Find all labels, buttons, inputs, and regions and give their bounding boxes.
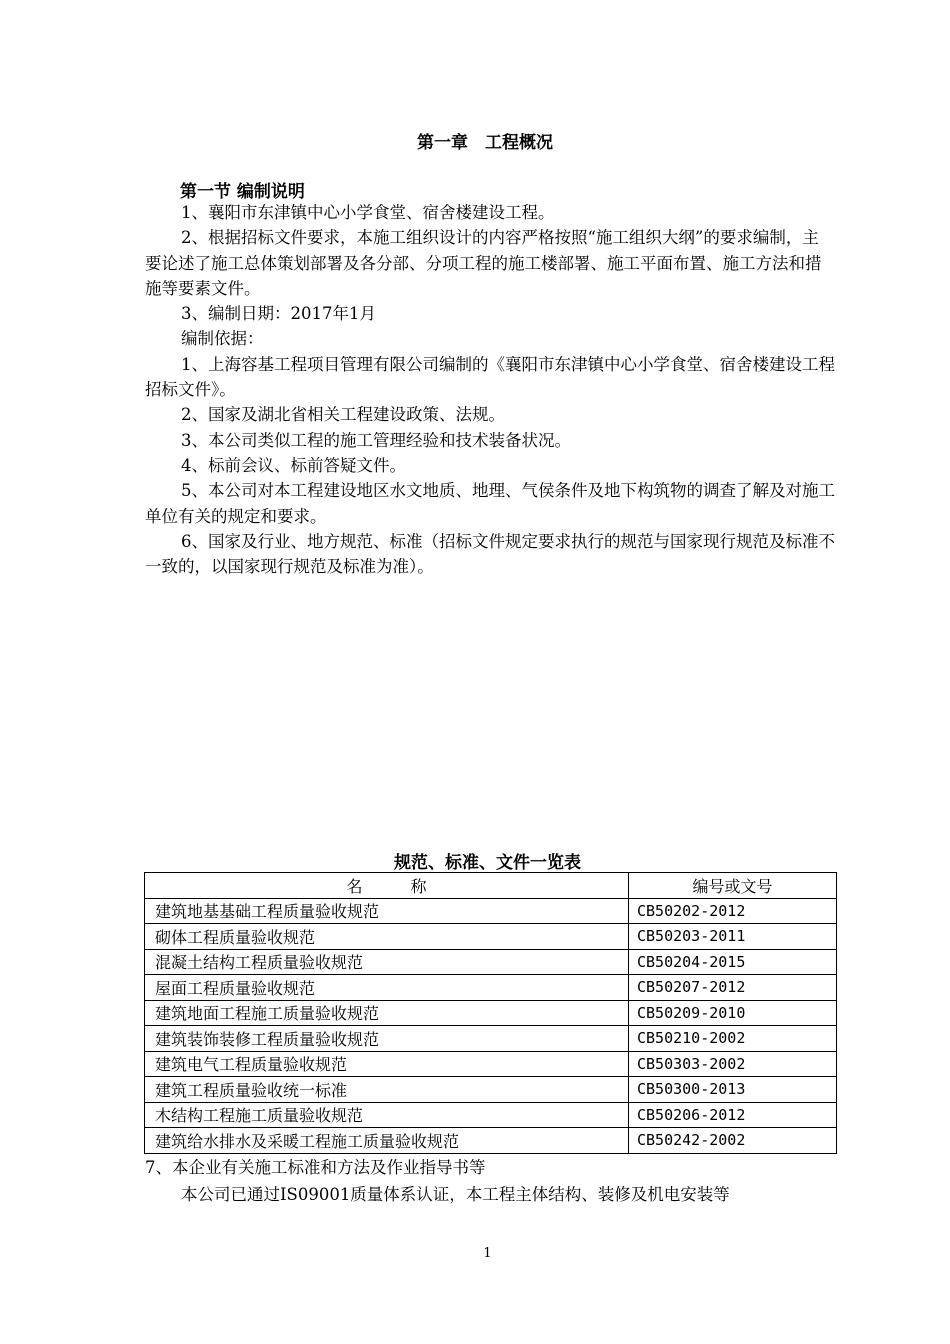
- standard-name: 建筑地基基础工程质量验收规范: [145, 898, 629, 924]
- standard-name: 建筑装饰装修工程质量验收规范: [145, 1026, 629, 1052]
- standard-code: CB50206-2012: [629, 1102, 837, 1128]
- table-row: [145, 1000, 837, 1026]
- paragraph: 3、本公司类似工程的施工管理经验和技术装备状况。: [181, 430, 571, 450]
- body-text: [145, 200, 835, 579]
- section-title: 第一节 编制说明: [180, 182, 305, 202]
- table-row: [145, 1026, 837, 1052]
- standard-code: CB50242-2002: [629, 1128, 837, 1154]
- standard-code: CB50209-2010: [629, 1000, 837, 1026]
- chapter-title: 第一章 工程概况: [417, 133, 553, 153]
- standard-code: CB50300-2013: [629, 1077, 837, 1103]
- paragraph: 5、本公司对本工程建设地区水文地质、地理、气侯条件及地下构筑物的调查了解及对施工单位有关的规定和要求。: [145, 481, 835, 526]
- standard-code: CB50210-2002: [629, 1026, 837, 1052]
- paragraph: 1、襄阳市东津镇中心小学食堂、宿舍楼建设工程。: [181, 203, 555, 222]
- standard-code: CB50207-2012: [629, 975, 837, 1001]
- paragraph: 3、编制日期：2017年1月: [181, 304, 376, 324]
- table-row: [145, 1077, 837, 1103]
- paragraph: 1、上海容基工程项目管理有限公司编制的《襄阳市东津镇中心小学食堂、宿舍楼建设工程招标文件》。: [145, 354, 835, 400]
- standard-code: CB50202-2012: [629, 898, 837, 924]
- header-name: 名 称: [145, 873, 629, 899]
- standard-name: 建筑地面工程施工质量验收规范: [145, 1000, 629, 1026]
- paragraph: 编制依据：: [181, 329, 264, 349]
- table-row: [145, 975, 837, 1001]
- standard-name: 木结构工程施工质量验收规范: [145, 1102, 629, 1128]
- standard-name: 屋面工程质量验收规范: [145, 975, 629, 1001]
- page-number: 1: [483, 1246, 492, 1261]
- paragraph: 2、国家及湖北省相关工程建设政策、法规。: [181, 405, 505, 425]
- table-title: 规范、标准、文件一览表: [394, 853, 581, 873]
- table-row: [145, 1102, 837, 1128]
- paragraph: 本公司已通过IS09001质量体系认证，本工程主体结构、装修及机电安装等: [181, 1185, 730, 1204]
- table-row: [145, 898, 837, 924]
- paragraph: 4、标前会议、标前答疑文件。: [181, 455, 406, 475]
- standard-name: 建筑给水排水及采暖工程施工质量验收规范: [145, 1128, 629, 1154]
- table-row: [145, 924, 837, 950]
- standard-name: 建筑工程质量验收统一标准: [145, 1077, 629, 1103]
- paragraph: 2、根据招标文件要求，本施工组织设计的内容严格按照“施工组织大纲”的要求编制，主要论述了施工总体策划部署及各分部、分项工程的施工楼部署、施工平面布置、施工方法和措施等要素文件。: [145, 228, 822, 298]
- after-table-text: [145, 1154, 835, 1208]
- standards-table: [144, 872, 837, 1154]
- table-header-row: [145, 873, 837, 899]
- paragraph: 6、国家及行业、地方规范、标准（招标文件规定要求执行的规范与国家现行规范及标准不一致的，以国家现行规范及标准为准）。: [145, 531, 835, 577]
- standard-name: 混凝土结构工程质量验收规范: [145, 949, 629, 975]
- standard-code: CB50204-2015: [629, 949, 837, 975]
- standard-code: CB50303-2002: [629, 1051, 837, 1077]
- standard-code: CB50203-2011: [629, 924, 837, 950]
- table-row: [145, 949, 837, 975]
- header-code: 编号或文号: [629, 873, 837, 899]
- standard-name: 建筑电气工程质量验收规范: [145, 1051, 629, 1077]
- table-row: [145, 1051, 837, 1077]
- paragraph: 7、本企业有关施工标准和方法及作业指导书等: [145, 1158, 486, 1177]
- table-row: [145, 1128, 837, 1154]
- standard-name: 砌体工程质量验收规范: [145, 924, 629, 950]
